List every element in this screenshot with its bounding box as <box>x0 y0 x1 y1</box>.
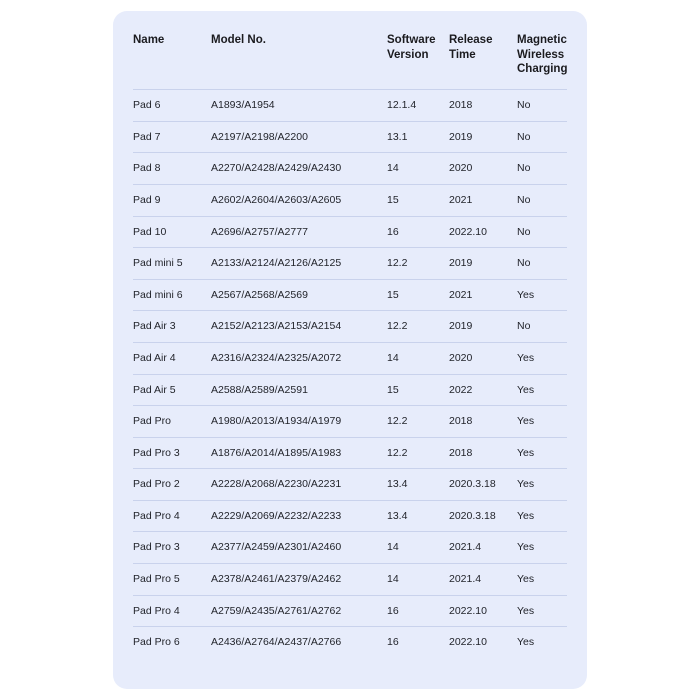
cell-release-time: 2020.3.18 <box>449 469 517 501</box>
cell-release-time: 2022.10 <box>449 595 517 627</box>
cell-name: Pad Pro 4 <box>133 595 211 627</box>
cell-magnetic-wireless-charging: Yes <box>517 564 567 596</box>
cell-software-version: 14 <box>387 153 449 185</box>
spec-table-card <box>113 11 587 689</box>
cell-model: A2602/A2604/A2603/A2605 <box>211 184 387 216</box>
cell-software-version: 12.2 <box>387 248 449 280</box>
table-row <box>133 90 567 122</box>
cell-release-time: 2020 <box>449 153 517 185</box>
cell-release-time: 2018 <box>449 90 517 122</box>
table-row <box>133 469 567 501</box>
cell-magnetic-wireless-charging: No <box>517 311 567 343</box>
cell-name: Pad Pro 2 <box>133 469 211 501</box>
cell-software-version: 15 <box>387 374 449 406</box>
table-row <box>133 564 567 596</box>
column-header-software-version: Software Version <box>387 11 449 90</box>
cell-magnetic-wireless-charging: No <box>517 184 567 216</box>
cell-name: Pad Pro 3 <box>133 437 211 469</box>
cell-software-version: 15 <box>387 184 449 216</box>
cell-model: A1876/A2014/A1895/A1983 <box>211 437 387 469</box>
cell-name: Pad Pro 3 <box>133 532 211 564</box>
cell-model: A2152/A2123/A2153/A2154 <box>211 311 387 343</box>
cell-software-version: 13.4 <box>387 469 449 501</box>
cell-name: Pad Air 5 <box>133 374 211 406</box>
table-row <box>133 248 567 280</box>
cell-model: A2378/A2461/A2379/A2462 <box>211 564 387 596</box>
cell-release-time: 2021 <box>449 184 517 216</box>
cell-software-version: 14 <box>387 564 449 596</box>
table-row <box>133 437 567 469</box>
cell-release-time: 2019 <box>449 121 517 153</box>
cell-name: Pad 10 <box>133 216 211 248</box>
cell-magnetic-wireless-charging: Yes <box>517 342 567 374</box>
cell-model: A2759/A2435/A2761/A2762 <box>211 595 387 627</box>
cell-release-time: 2018 <box>449 406 517 438</box>
table-row <box>133 406 567 438</box>
cell-model: A2197/A2198/A2200 <box>211 121 387 153</box>
cell-release-time: 2021 <box>449 279 517 311</box>
cell-name: Pad Pro 6 <box>133 636 180 649</box>
cell-name: Pad Pro <box>133 406 211 438</box>
cell-software-version: 13.4 <box>387 500 449 532</box>
cell-software-version: 13.1 <box>387 121 449 153</box>
cell-magnetic-wireless-charging: Yes <box>517 279 567 311</box>
cell-name: Pad 9 <box>133 184 211 216</box>
cell-software-version: 15 <box>387 279 449 311</box>
cell-magnetic-wireless-charging: Yes <box>517 636 535 649</box>
cell-magnetic-wireless-charging: No <box>517 90 567 122</box>
cell-model: A2228/A2068/A2230/A2231 <box>211 469 387 501</box>
cell-model: A2316/A2324/A2325/A2072 <box>211 342 387 374</box>
cell-magnetic-wireless-charging: Yes <box>517 437 567 469</box>
cell-name: Pad Air 4 <box>133 342 211 374</box>
cell-release-time: 2020 <box>449 342 517 374</box>
cell-model: A1893/A1954 <box>211 90 387 122</box>
cell-magnetic-wireless-charging: Yes <box>517 469 567 501</box>
table-row <box>133 500 567 532</box>
cell-model: A2696/A2757/A2777 <box>211 216 387 248</box>
cell-magnetic-wireless-charging: Yes <box>517 595 567 627</box>
cell-model: A2377/A2459/A2301/A2460 <box>211 532 387 564</box>
column-header-name: Name <box>133 11 211 90</box>
cell-release-time: 2019 <box>449 311 517 343</box>
cell-software-version: 12.2 <box>387 406 449 438</box>
cell-name: Pad Air 3 <box>133 311 211 343</box>
cell-model: A2436/A2764/A2437/A2766 <box>211 636 342 649</box>
cell-software-version: 16 <box>387 636 399 649</box>
cell-magnetic-wireless-charging: Yes <box>517 406 567 438</box>
table-row <box>133 153 567 185</box>
cell-magnetic-wireless-charging: No <box>517 153 567 185</box>
cell-name: Pad mini 6 <box>133 279 211 311</box>
cell-name: Pad mini 5 <box>133 248 211 280</box>
device-spec-table <box>133 11 567 658</box>
cell-name: Pad Pro 4 <box>133 500 211 532</box>
table-body <box>133 90 567 658</box>
table-row <box>133 532 567 564</box>
cell-model: A2133/A2124/A2126/A2125 <box>211 248 387 280</box>
cell-release-time: 2022.10 <box>449 216 517 248</box>
cell-software-version: 14 <box>387 532 449 564</box>
table-row <box>133 279 567 311</box>
table-row <box>133 595 567 627</box>
table-row <box>133 311 567 343</box>
cell-model: A2567/A2568/A2569 <box>211 279 387 311</box>
table-row <box>133 342 567 374</box>
cell-release-time: 2022.10 <box>449 636 487 649</box>
column-header-model: Model No. <box>211 11 387 90</box>
cell-model: A2588/A2589/A2591 <box>211 374 387 406</box>
cell-release-time: 2019 <box>449 248 517 280</box>
column-header-magnetic-wireless-charging: Magnetic Wireless Charging <box>517 11 567 90</box>
cell-software-version: 12.2 <box>387 311 449 343</box>
cell-software-version: 16 <box>387 216 449 248</box>
cell-release-time: 2021.4 <box>449 564 517 596</box>
cell-name: Pad 7 <box>133 121 211 153</box>
cell-magnetic-wireless-charging: Yes <box>517 500 567 532</box>
table-header-row <box>133 11 567 90</box>
cell-software-version: 16 <box>387 595 449 627</box>
cell-release-time: 2018 <box>449 437 517 469</box>
cell-release-time: 2020.3.18 <box>449 500 517 532</box>
table-row <box>133 374 567 406</box>
cell-magnetic-wireless-charging: No <box>517 121 567 153</box>
table-row <box>133 216 567 248</box>
cell-model: A1980/A2013/A1934/A1979 <box>211 406 387 438</box>
cell-release-time: 2022 <box>449 374 517 406</box>
cell-name: Pad 6 <box>133 90 211 122</box>
table-row <box>133 121 567 153</box>
cell-model: A2270/A2428/A2429/A2430 <box>211 153 387 185</box>
cell-name: Pad 8 <box>133 153 211 185</box>
cell-magnetic-wireless-charging: Yes <box>517 532 567 564</box>
cell-software-version: 12.1.4 <box>387 90 449 122</box>
cell-software-version: 14 <box>387 342 449 374</box>
table-row <box>133 627 567 658</box>
table-row <box>133 184 567 216</box>
cell-software-version: 12.2 <box>387 437 449 469</box>
cell-release-time: 2021.4 <box>449 532 517 564</box>
cell-magnetic-wireless-charging: Yes <box>517 374 567 406</box>
cell-magnetic-wireless-charging: No <box>517 248 567 280</box>
cell-model: A2229/A2069/A2232/A2233 <box>211 500 387 532</box>
table-header <box>133 11 567 90</box>
cell-name: Pad Pro 5 <box>133 564 211 596</box>
cell-magnetic-wireless-charging: No <box>517 216 567 248</box>
column-header-release-time: Release Time <box>449 11 517 90</box>
